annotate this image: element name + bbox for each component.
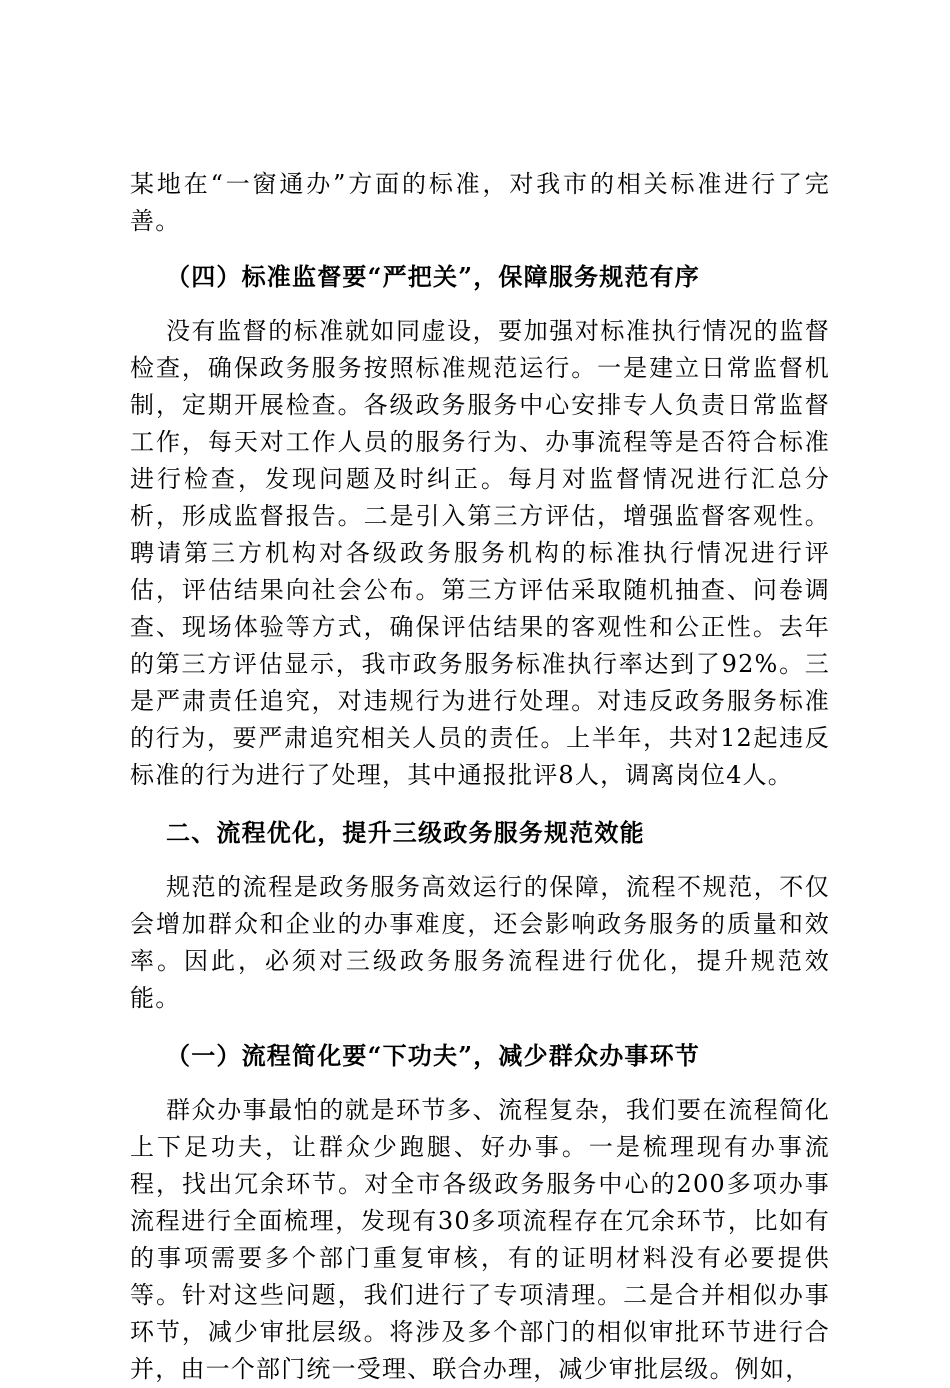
section-heading-1: （一）流程简化要“下功夫”，减少群众办事环节 — [166, 1041, 701, 1070]
paragraph-supervision: 没有监督的标准就如同虚设，要加强对标准执行情况的监督检查，确保政务服务按照标准规范运行。一是建立日常监督机制，定期开展检查。各级政务服务中心安排专人负责日常监督工作，每天对工作人员的服务行为、办事流程等是否符合标准进行检查，发现问题及时纠正。每月对监督情况进行汇总分析，形成监督报告。二是引入第三方评估，增强监督客观性。聘请第三方机构对各级政务服务机构的标准执行情况进行评估，评估结果向社会公布。第三方评估采取随机抽查、问卷调查、现场体验等方式，确保评估结果的客观性和公正性。去年的第三方评估显示，我市政务服务标准执行率达到了92%。三是严肃责任追究，对违规行为进行处理。对违反政务服务标准的行为，要严肃追究相关人员的责任。上半年，共对12起违反标准的行为进行了处理，其中通报批评8人，调离岗位4人。 — [130, 317, 830, 789]
paragraph-continuation: 某地在“一窗通办”方面的标准，对我市的相关标准进行了完善。 — [130, 170, 830, 235]
part-heading-2: 二、流程优化，提升三级政务服务规范效能 — [166, 818, 645, 847]
spacer — [130, 295, 830, 313]
spacer — [130, 851, 830, 869]
paragraph-simplify: 群众办事最怕的就是环节多、流程复杂，我们要在流程简化上下足功夫，让群众少跑腿、好办事。一是梳理现有办事流程，找出冗余环节。对全市各级政务服务中心的200多项办事流程进行全面梳理，发现有30多项流程存在冗余环节，比如有的事项需要多个部门重复审核，有的证明材料没有必要提供等。针对这些问题，我们进行了专项清理。二是合并相似办事环节，减少审批层级。将涉及多个部门的相似审批环节进行合并，由一个部门统一受理、联合办理，减少审批层级。例如， — [130, 1096, 830, 1383]
section-heading-4: （四）标准监督要“严把关”，保障服务规范有序 — [166, 262, 701, 291]
spacer — [130, 1074, 830, 1092]
document-page — [130, 166, 830, 1388]
paragraph-process-intro: 规范的流程是政务服务高效运行的保障，流程不规范，不仅会增加群众和企业的办事难度，还会影响政务服务的质量和效率。因此，必须对三级政务服务流程进行优化，提升规范效能。 — [130, 873, 830, 1012]
spacer — [130, 240, 830, 258]
spacer — [130, 794, 830, 814]
spacer — [130, 1017, 830, 1037]
